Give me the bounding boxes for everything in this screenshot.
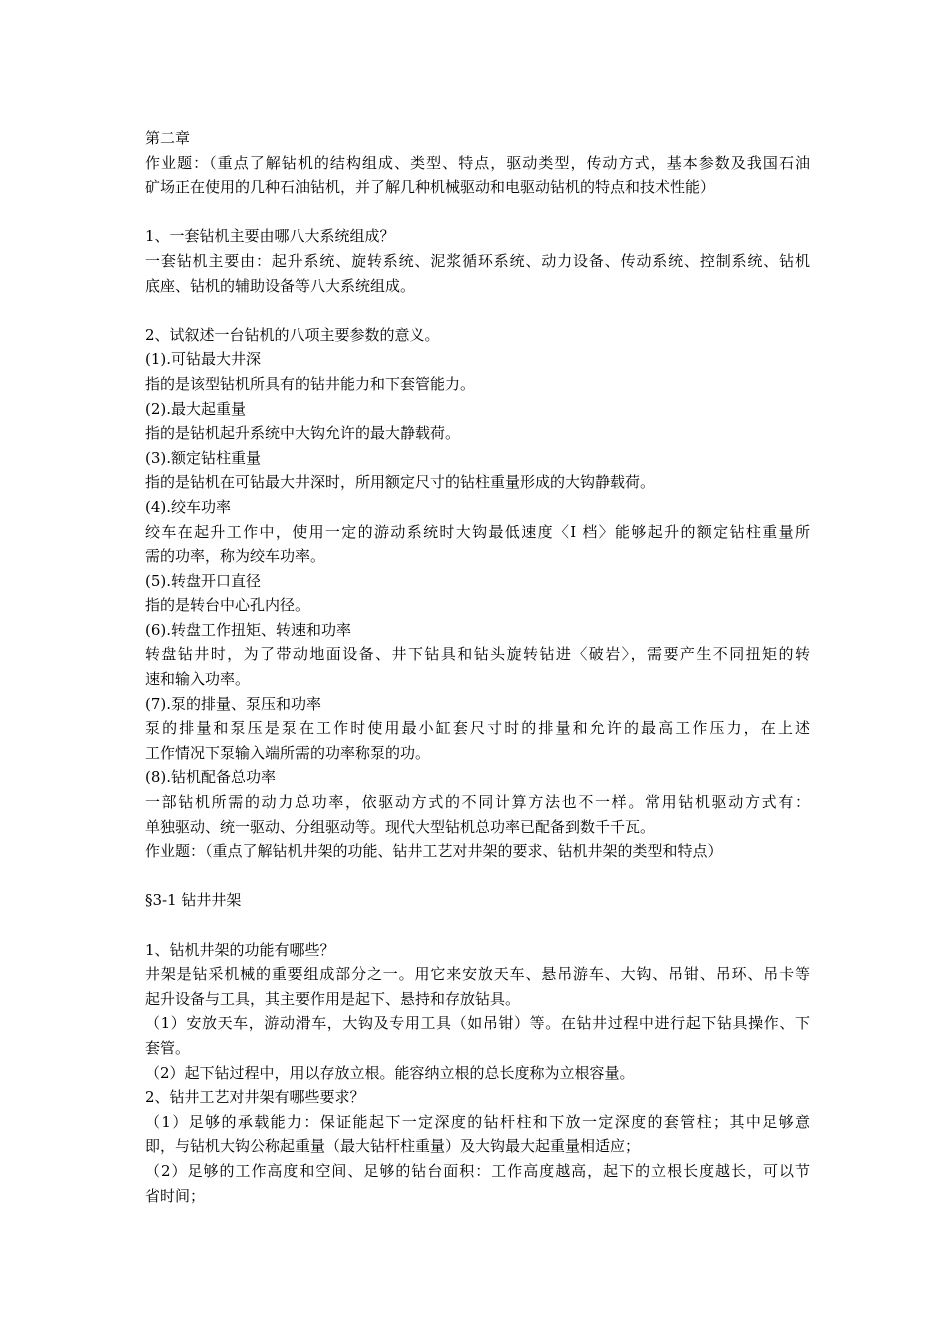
q2-item-text: 指的是转台中心孔内径。 — [145, 596, 311, 615]
homework-2: 作业题：（重点了解钻机井架的功能、钻井工艺对井架的要求、钻机井架的类型和特点） — [145, 842, 723, 861]
q2-item-text: 单独驱动、统一驱动、分组驱动等。现代大型钻机总功率已配备到数千千瓦。 — [145, 817, 656, 836]
section-heading: §3-1 钻井井架 — [145, 891, 242, 910]
spacer — [145, 298, 810, 323]
q2-item-text: 指的是该型钻机所具有的钻井能力和下套管能力。 — [145, 374, 476, 393]
chapter-heading: 第二章 — [145, 129, 191, 147]
s2-answer-line: （1）足够的承载能力：保证能起下一定深度的钻杆柱和下放一定深度的套管柱；其中足够意 — [145, 1112, 810, 1131]
s1-answer-line: （1）安放天车，游动滑车，大钩及专用工具（如吊钳）等。在钻井过程中进行起下钻具操作、下 — [145, 1014, 810, 1033]
s2-answer-line: 省时间； — [145, 1186, 206, 1205]
s1-answer-line: 起升设备与工具，其主要作用是起下、悬持和存放钻具。 — [145, 989, 521, 1008]
q2-item-title: (1).可钻最大井深 — [145, 350, 262, 369]
s2-answer-line: 即，与钻机大钩公称起重量（最大钻杆柱重量）及大钩最大起重量相适应； — [145, 1137, 641, 1156]
q2-item-text: 指的是钻机起升系统中大钩允许的最大静载荷。 — [145, 424, 461, 443]
s1-question: 1、钻机井架的功能有哪些？ — [145, 940, 335, 959]
q2-question: 2、试叙述一台钻机的八项主要参数的意义。 — [145, 325, 440, 344]
s1-answer-line: （2）起下钻过程中，用以存放立根。能容纳立根的总长度称为立根容量。 — [145, 1063, 635, 1082]
q2-item-text: 需的功率，称为绞车功率。 — [145, 547, 326, 566]
s1-answer-line: 套管。 — [145, 1038, 191, 1057]
document-page — [145, 126, 810, 1208]
q2-item-title: (4).绞车功率 — [145, 497, 232, 516]
q1-answer-line-1: 一套钻机主要由：起升系统、旋转系统、泥浆循环系统、动力设备、传动系统、控制系统、钻机 — [145, 251, 810, 270]
q2-item-text: 工作情况下泵输入端所需的功率称泵的功。 — [145, 743, 431, 762]
q2-item-text: 泵的排量和泵压是泵在工作时使用最小缸套尺寸时的排量和允许的最高工作压力，在上述 — [145, 719, 810, 738]
q2-item-title: (5).转盘开口直径 — [145, 571, 262, 590]
q2-item-title: (2).最大起重量 — [145, 399, 247, 418]
q2-item-title: (6).转盘工作扭矩、转速和功率 — [145, 620, 352, 639]
s2-answer-line: （2）足够的工作高度和空间、足够的钻台面积：工作高度越高，起下的立根长度越长，可以节 — [145, 1161, 810, 1180]
q1-answer-line-2: 底座、钻机的辅助设备等八大系统组成。 — [145, 276, 416, 295]
spacer — [145, 913, 810, 938]
q1-question: 1、一套钻机主要由哪八大系统组成？ — [145, 227, 395, 246]
q2-item-text: 转盘钻井时，为了带动地面设备、井下钻具和钻头旋转钻进〈破岩〉，需要产生不同扭矩的转 — [145, 645, 810, 664]
q2-item-text: 指的是钻机在可钻最大井深时，所用额定尺寸的钻柱重量形成的大钩静载荷。 — [145, 473, 656, 492]
q2-item-text: 绞车在起升工作中，使用一定的游动系统时大钩最低速度〈I 档〉能够起升的额定钻柱重量所 — [145, 522, 810, 541]
q2-item-text: 一部钻机所需的动力总功率，依驱动方式的不同计算方法也不一样。常用钻机驱动方式有： — [145, 793, 810, 812]
intro-line-2: 矿场正在使用的几种石油钻机，并了解几种机械驱动和电驱动钻机的特点和技术性能） — [145, 178, 716, 197]
q2-item-title: (7).泵的排量、泵压和功率 — [145, 694, 322, 713]
s1-answer-line: 井架是钻采机械的重要组成部分之一。用它来安放天车、悬吊游车、大钩、吊钳、吊环、吊卡等 — [145, 965, 810, 984]
spacer — [145, 864, 810, 889]
intro-line-1: 作业题：（重点了解钻机的结构组成、类型、特点，驱动类型，传动方式，基本参数及我国石油 — [145, 153, 810, 172]
q2-item-title: (3).额定钻柱重量 — [145, 448, 262, 467]
spacer — [145, 200, 810, 225]
q2-item-title: (8).钻机配备总功率 — [145, 768, 277, 787]
q2-item-text: 速和输入功率。 — [145, 670, 251, 689]
s2-question: 2、钻井工艺对井架有哪些要求？ — [145, 1088, 365, 1107]
